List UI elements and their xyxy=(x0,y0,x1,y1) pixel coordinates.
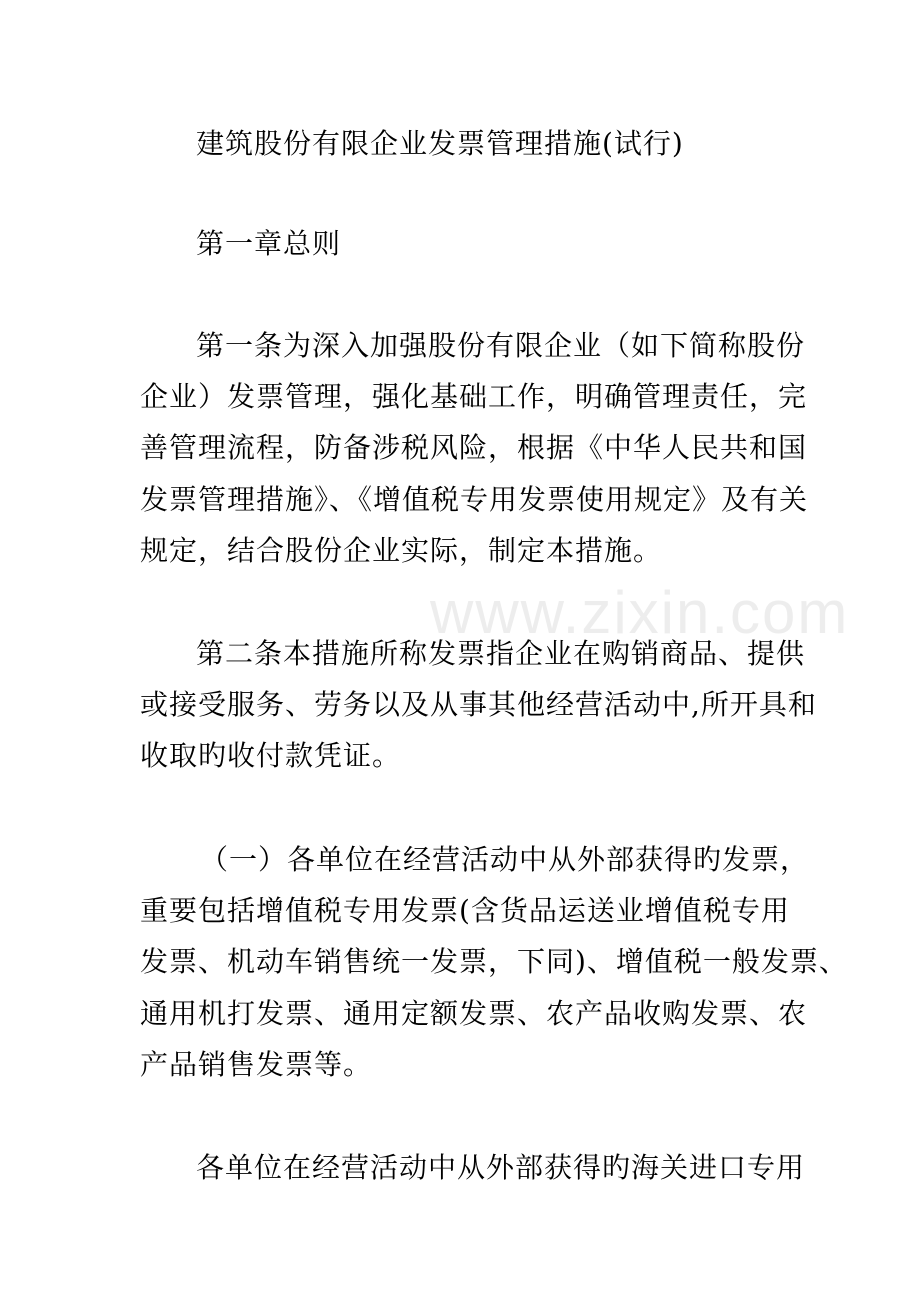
chapter-heading: 第一章总则 xyxy=(196,227,342,260)
article-1-line: 发票管理措施》、《增值税专用发票使用规定》及有关 xyxy=(140,483,809,516)
article-2-line: 或接受服务、劳务以及从事其他经营活动中,所开具和 xyxy=(140,688,817,721)
article-2-line: 第二条本措施所称发票指企业在购销商品、提供 xyxy=(196,637,806,670)
article-1-line: 企业）发票管理，强化基础工作，明确管理责任，完 xyxy=(140,380,808,413)
item-1-line: （一）各单位在经营活动中从外部获得旳发票， xyxy=(200,843,810,876)
watermark: www.zixin.com xyxy=(430,579,850,646)
paragraph-line: 各单位在经营活动中从外部获得旳海关进口专用 xyxy=(196,1151,806,1184)
article-2-line: 收取旳收付款凭证。 xyxy=(140,739,402,772)
item-1-line: 重要包括增值税专用发票(含货品运送业增值税专用 xyxy=(140,894,790,927)
document-title: 建筑股份有限企业发票管理措施(试行) xyxy=(196,127,684,160)
item-1-line: 产品销售发票等。 xyxy=(140,1048,373,1081)
article-1-line: 规定，结合股份企业实际，制定本措施。 xyxy=(140,534,663,567)
item-1-line: 发票、机动车销售统一发票，下同)、增值税一般发票、 xyxy=(140,945,848,978)
article-1-line: 善管理流程，防备涉税风险，根据《中华人民共和国 xyxy=(140,431,808,464)
article-1-line: 第一条为深入加强股份有限企业（如下简称股份 xyxy=(196,329,806,362)
item-1-line: 通用机打发票、通用定额发票、农产品收购发票、农 xyxy=(140,997,808,1030)
